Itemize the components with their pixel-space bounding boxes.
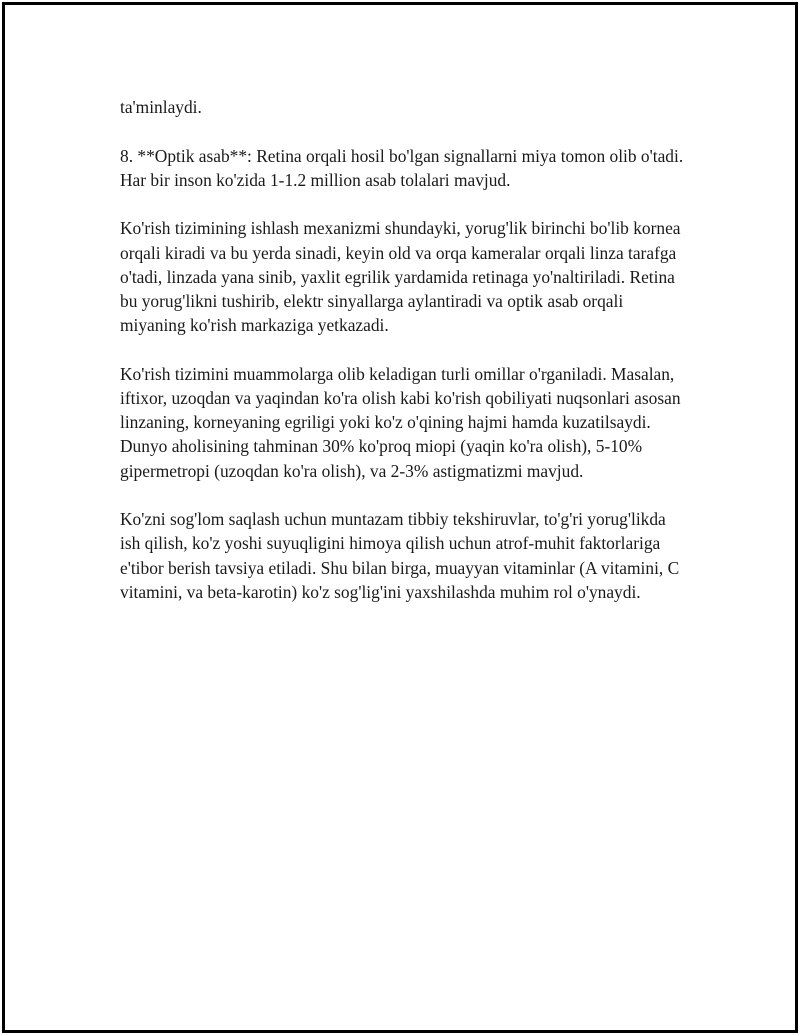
paragraph-vision-mechanism: Ko'rish tizimining ishlash mexanizmi shundayki, yorug'lik birinchi bo'lib kornea orqali kiradi va bu yerda sinadi, keyin old va orqa kameralar orqali linza tarafga o'tadi, linzada yana sinib, yaxlit egrilik yardamida retinaga yo'naltiriladi. Retina bu yorug'likni tushirib, elektr sinyallarga aylantiradi va optik asab orqali miyaning ko'rish markaziga yetkazadi.: [120, 218, 681, 336]
paragraph-vision-problems: Ko'rish tizimini muammolarga olib keladigan turli omillar o'rganiladi. Masalan, iftixor, uzoqdan va yaqindan ko'ra olish kabi ko'rish qobiliyati nuqsonlari asosan linzaning, korneyaning egriligi yoki ko'z o'qining hajmi hamda kuzatilsaydi. Dunyo aholisining tahminan 30% ko'proq miopi (yaqin ko'ra olish), 5-10% gipermetropi (uzoqdan ko'ra olish), va 2-3% astigmatizmi mavjud.: [120, 363, 681, 481]
page-frame: [2, 2, 798, 1033]
paragraph-eye-health: Ko'zni sog'lom saqlash uchun muntazam tibbiy tekshiruvlar, to'g'ri yorug'likda ish qilish, ko'z yoshi suyuqligini himoya qilish uchun atrof-muhit faktorlariga e'tibor berish tavsiya etiladi. Shu bilan birga, muayyan vitaminlar (A vitamini, C vitamini, va beta-karotin) ko'z sog'lig'ini yaxshilashda muhim rol o'ynaydi.: [120, 509, 680, 602]
paragraph-optic-nerve: 8. **Optik asab**: Retina orqali hosil bo'lgan signallarni miya tomon olib o'tadi. Har bir inson ko'zida 1-1.2 million asab tolalari mavjud.: [120, 145, 684, 190]
paragraph-continuation: ta'minlaydi.: [120, 97, 202, 117]
document-body: [120, 95, 690, 628]
